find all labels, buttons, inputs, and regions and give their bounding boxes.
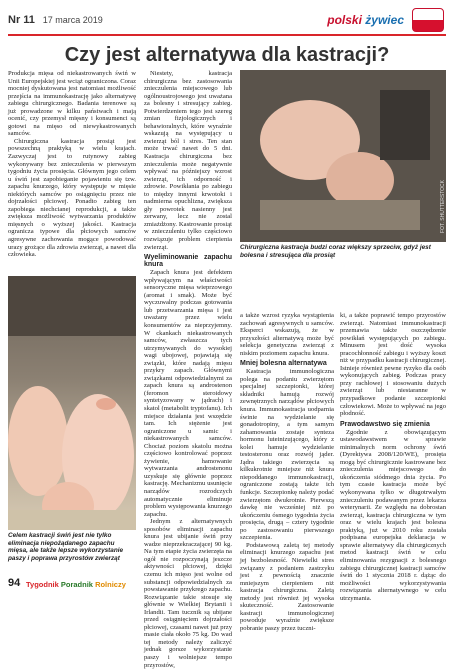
paragraph: Niestety, kastracja chirurgiczna bez zastosowania znieczulenia miejscowego lub ogólnoustrojowego jest uważana za bolesny i stresujący zabieg. Potwierdzeniem tego jest szereg zmian fizjologicznych i behawioralnych, które wyraźnie wskazują na występujący u zwierząt ból i stres. Ten stan może trwać nawet do 5 dni. Kastracja chirurgiczna bez znieczulenia może negatywnie wpływać na późniejszy wzrost zwierząt, ich odporność i zdrowie. Powikłania po zabiegu to między innymi krwotoki i nadmierna opuchlizna, zwiększa gły powrotek nasienny jest zerwany, lecz nie zostal zmiażdżony. Kastrowanie prosiąt w znieczuleniu tylko częściowo rozwiązuje problem cierpienia zwierząt. bbox=[144, 70, 232, 251]
page-header bbox=[0, 0, 454, 36]
column-3 bbox=[240, 312, 334, 632]
flag-icon bbox=[412, 8, 444, 32]
castration-photo bbox=[240, 70, 446, 242]
column-1 bbox=[8, 70, 136, 259]
photo-caption: Celem kastracji świń jest nie tylko eliminacja niepożądanego zapachu mięsa, ale także lepsze wykorzystanie paszy i poprawa przyrostów zwierząt bbox=[8, 532, 124, 562]
paragraph: ki, a także poprawić tempo przyrostów zwierząt. Natomiast immunokastracji przemawia także oszczędzenie powikłań występujących po zabiegu. Minusem jest dość wysoka pracochłonność zabiegu i wyższy koszt niż w przypadku kastracji chirurgicznej. Istnieje również pewne ryzyko dla osób wykonujących zabieg. Podczas pracy przy rachłowej i stosowaniu dużych zwierząt lub niestaranne w przypadkowe podanie szczepionki człowiekowi. Może to wpływać na jego płodność. bbox=[340, 312, 446, 418]
paragraph: a także wzrost ryzyka wystąpienia zachowań agresywnych u samców. Eksperci wskazują, że w przyszłości alternatywą może być selekcja genetyczna zwierząt z niskim poziomem zapachu knura. bbox=[240, 312, 334, 357]
pigs-photo bbox=[8, 276, 136, 530]
brand-left: polski bbox=[327, 13, 362, 27]
lead-paragraph: Produkcja mięsa od niekastrowanych świń w Unii Europejskiej jest wciąż ograniczona. Coraz mocniej dyskutowana jest natomiast możliwość przejścia na immunokastrację jako alternatywę zabiegu chirurgicznego. Badania terenowe są już prowadzone w kilku państwach i mają ocenić, czy przemysł mięsny i konsumenci są gotowi na mięso od niewykastrowanych samców. bbox=[8, 70, 136, 138]
issue-date: 17 marca 2019 bbox=[42, 15, 103, 25]
paragraph: Chirurgiczna kastracja prosiąt jest powszechną praktyką w wielu krajach. Zazwyczaj jest to rutynowy zabieg wykonywany bez znieczulenia w pierwszym tygodniu życia prosięcia. Głównym jego celem u świń jest zapobieganie pojawieniu się tzw. zapachu knurzego, który występuje w mięsie niektórych samców po osiągnięciu przez nie dojrzałości płciowej. Ponadto zabieg ten zapobiega niechcianej reprodukcji, a także zwiększa możliwość wytwarzania produktów mięsnych o wyższej jakości. Kastracja ogranicza typowe dla płciowych samców agresywne zachowania mogące powodować urazy grożące dla zdrowia zwierząt, a nawet dla człowieka. bbox=[8, 137, 136, 259]
section-brand bbox=[327, 13, 404, 27]
section-heading: Wyeliminowanie zapachu knura bbox=[144, 254, 232, 269]
piglet-icon bbox=[240, 70, 446, 242]
brand-right: żywiec bbox=[365, 13, 404, 27]
publication-word-3: Rolniczy bbox=[95, 580, 126, 589]
issue-info bbox=[8, 14, 103, 26]
paragraph: Zapach knura jest defektem wpływającym na właściwości sensoryczne mięsa wieprzowego (aromat i smak). Może być wyczuwalny podczas gotowania lub przetwarzania mięsa i jest uważany przez wielu konsumentów za nieprzyjemny. W ckankach niekastrowanych samców, zwłaszcza tych utrzymywanych do wysokiej wagi ubojowej, pojawiają się związki, które nadają mięsu przykry zapach. Głównymi związkami odpowiedzialnymi za zapach knura są androstenon (feromon steroidowy syntetyzowany w jądrach) i skatol (metabolit tryptofanu). Ich miejsce działania jest wszędzie tam. Ich stężenie jest ograniczone u samic i niekastrowanych samców. Chociaż poziom skatolu można częściowo kontrolować poprzez żywienie, hamowanie wytwarzania androstenonu uzyskuje się głównie poprzez kastrację. Mechanizmu usunięcie narządów rozrodczych automatycznie eliminuje problem występowania knurzego zapachu. bbox=[144, 269, 232, 518]
pig-icon bbox=[8, 276, 136, 530]
article-title: Czy jest alternatywa dla kastracji? bbox=[64, 44, 390, 66]
column-2 bbox=[144, 70, 232, 669]
issue-number: Nr 11 bbox=[8, 14, 35, 26]
publication-logo bbox=[26, 580, 126, 589]
paragraph: Kastracja immunologiczna polega na podaniu zwierzętom specjalnej szczepionki, której składniki hamują rozwój zewnętrznych narządów płciowych knura. Immunokastracja uodparnia świnie na wydzielanie się gonadotropiny, a tym samym zahamowania zostaje synteza hormonu luteinizującego, który z kolei hamuje wydzielanie testosteronu oraz rozwój jąder. Jądra takiego zwierzęcia są kilkukrotnie mniejsze niż knura niepoddanego immunokastracji, ograniczone zostają także ich funkcje. Szczepionkę należy podać zwierzętom dwukrotnie. Pierwszą dawkę nie wcześniej niż po ukończeniu ósmego tygodnia życia prosięcia, drugą – cztery tygodnie po zastosowaniu pierwszego szczepienia. bbox=[240, 368, 334, 542]
paragraph: Zgodnie z obowiązującym ustawodawstwem w sprawie minimalnych norm ochrony świń (Dyrektywa 2008/120/WE), prosięta mogą być chirurgicznie kastrowane bez znieczulenia miejscowego do ukończenia siódmego dnia życia. Po tym czasie kastracja może być wykonywana tylko w długotrwałym znieczuleniu podawanym przez lekarza weterynarii. Ze względu na dobrostan zwierząt, kastracja chirurgiczna w tym oraz w wielu krajach jest bolesna praktyką, już w 2010 roku została podpisana europejska deklaracja w sprawie alternatywy dla chirurgicznych metod kastracji świń w celu eliminowania rezygnacji z bolesnego zabiegu chirurgicznej kastracji samców świń do 1 stycznia 2018 r. dążąc do możliwości wykorzystywania rozwiązania alternatywnego w celu utrzymania. bbox=[340, 428, 446, 602]
section-heading: Prawodawstwo się zmienia bbox=[340, 420, 430, 428]
header-rule bbox=[8, 34, 446, 36]
section-heading: Mniej bolesna alternatywa bbox=[240, 360, 327, 368]
paragraph: Jednym z alternatywnych sposobów eliminacji zapachu knura jest ubijanie świń przy wadze nieprzekraczającej 90 kg. Na tym etapie życia zwierzęta na ogół nie rozpoczynają jeszcze aktywności płciowej, dzięki czemu ich mięso jest wolne od substancji odpowiedzialnych za powstawanie przykrego zapachu. Rozwiązanie takie stosuje się głównie w Wielkiej Brytanii i Irlandii. Tam tucznik są ubijane przed osiągnięciem dojrzałości płciowej, czasami nawet już przy masie ciała około 75 kg. Do wad tej metody należy zaliczyć jednak gorsze wykorzystanie paszy i wolniejsze tempo przyrostów, bbox=[144, 518, 232, 669]
photo-credit: FOT. SHUTTERSTOCK bbox=[440, 180, 446, 233]
photo-caption: Chirurgiczna kastracja budzi coraz większy sprzeciw, gdyż jest bolesna i stresująca dla prosiąt bbox=[240, 244, 431, 259]
publication-word-1: Tygodnik bbox=[26, 580, 59, 589]
paragraph: Podstawową zaletą tej metody eliminacji knurzego zapachu jest jej bezbolesność. Niewielki stres związany z podaniem zastrzyku jest z pewnością znacznie mniejszym cierpieniem niż kastracja chirurgiczna. Zaletą metody jest również jej wysoka skuteczność. Zastosowanie kastracji immunologicznej powoduje wyraźnie zwiększe pobranie paszy przez tuczni- bbox=[240, 541, 334, 632]
page-number: 94 bbox=[8, 577, 21, 589]
publication-word-2: Poradnik bbox=[60, 580, 93, 589]
column-4 bbox=[340, 312, 446, 602]
